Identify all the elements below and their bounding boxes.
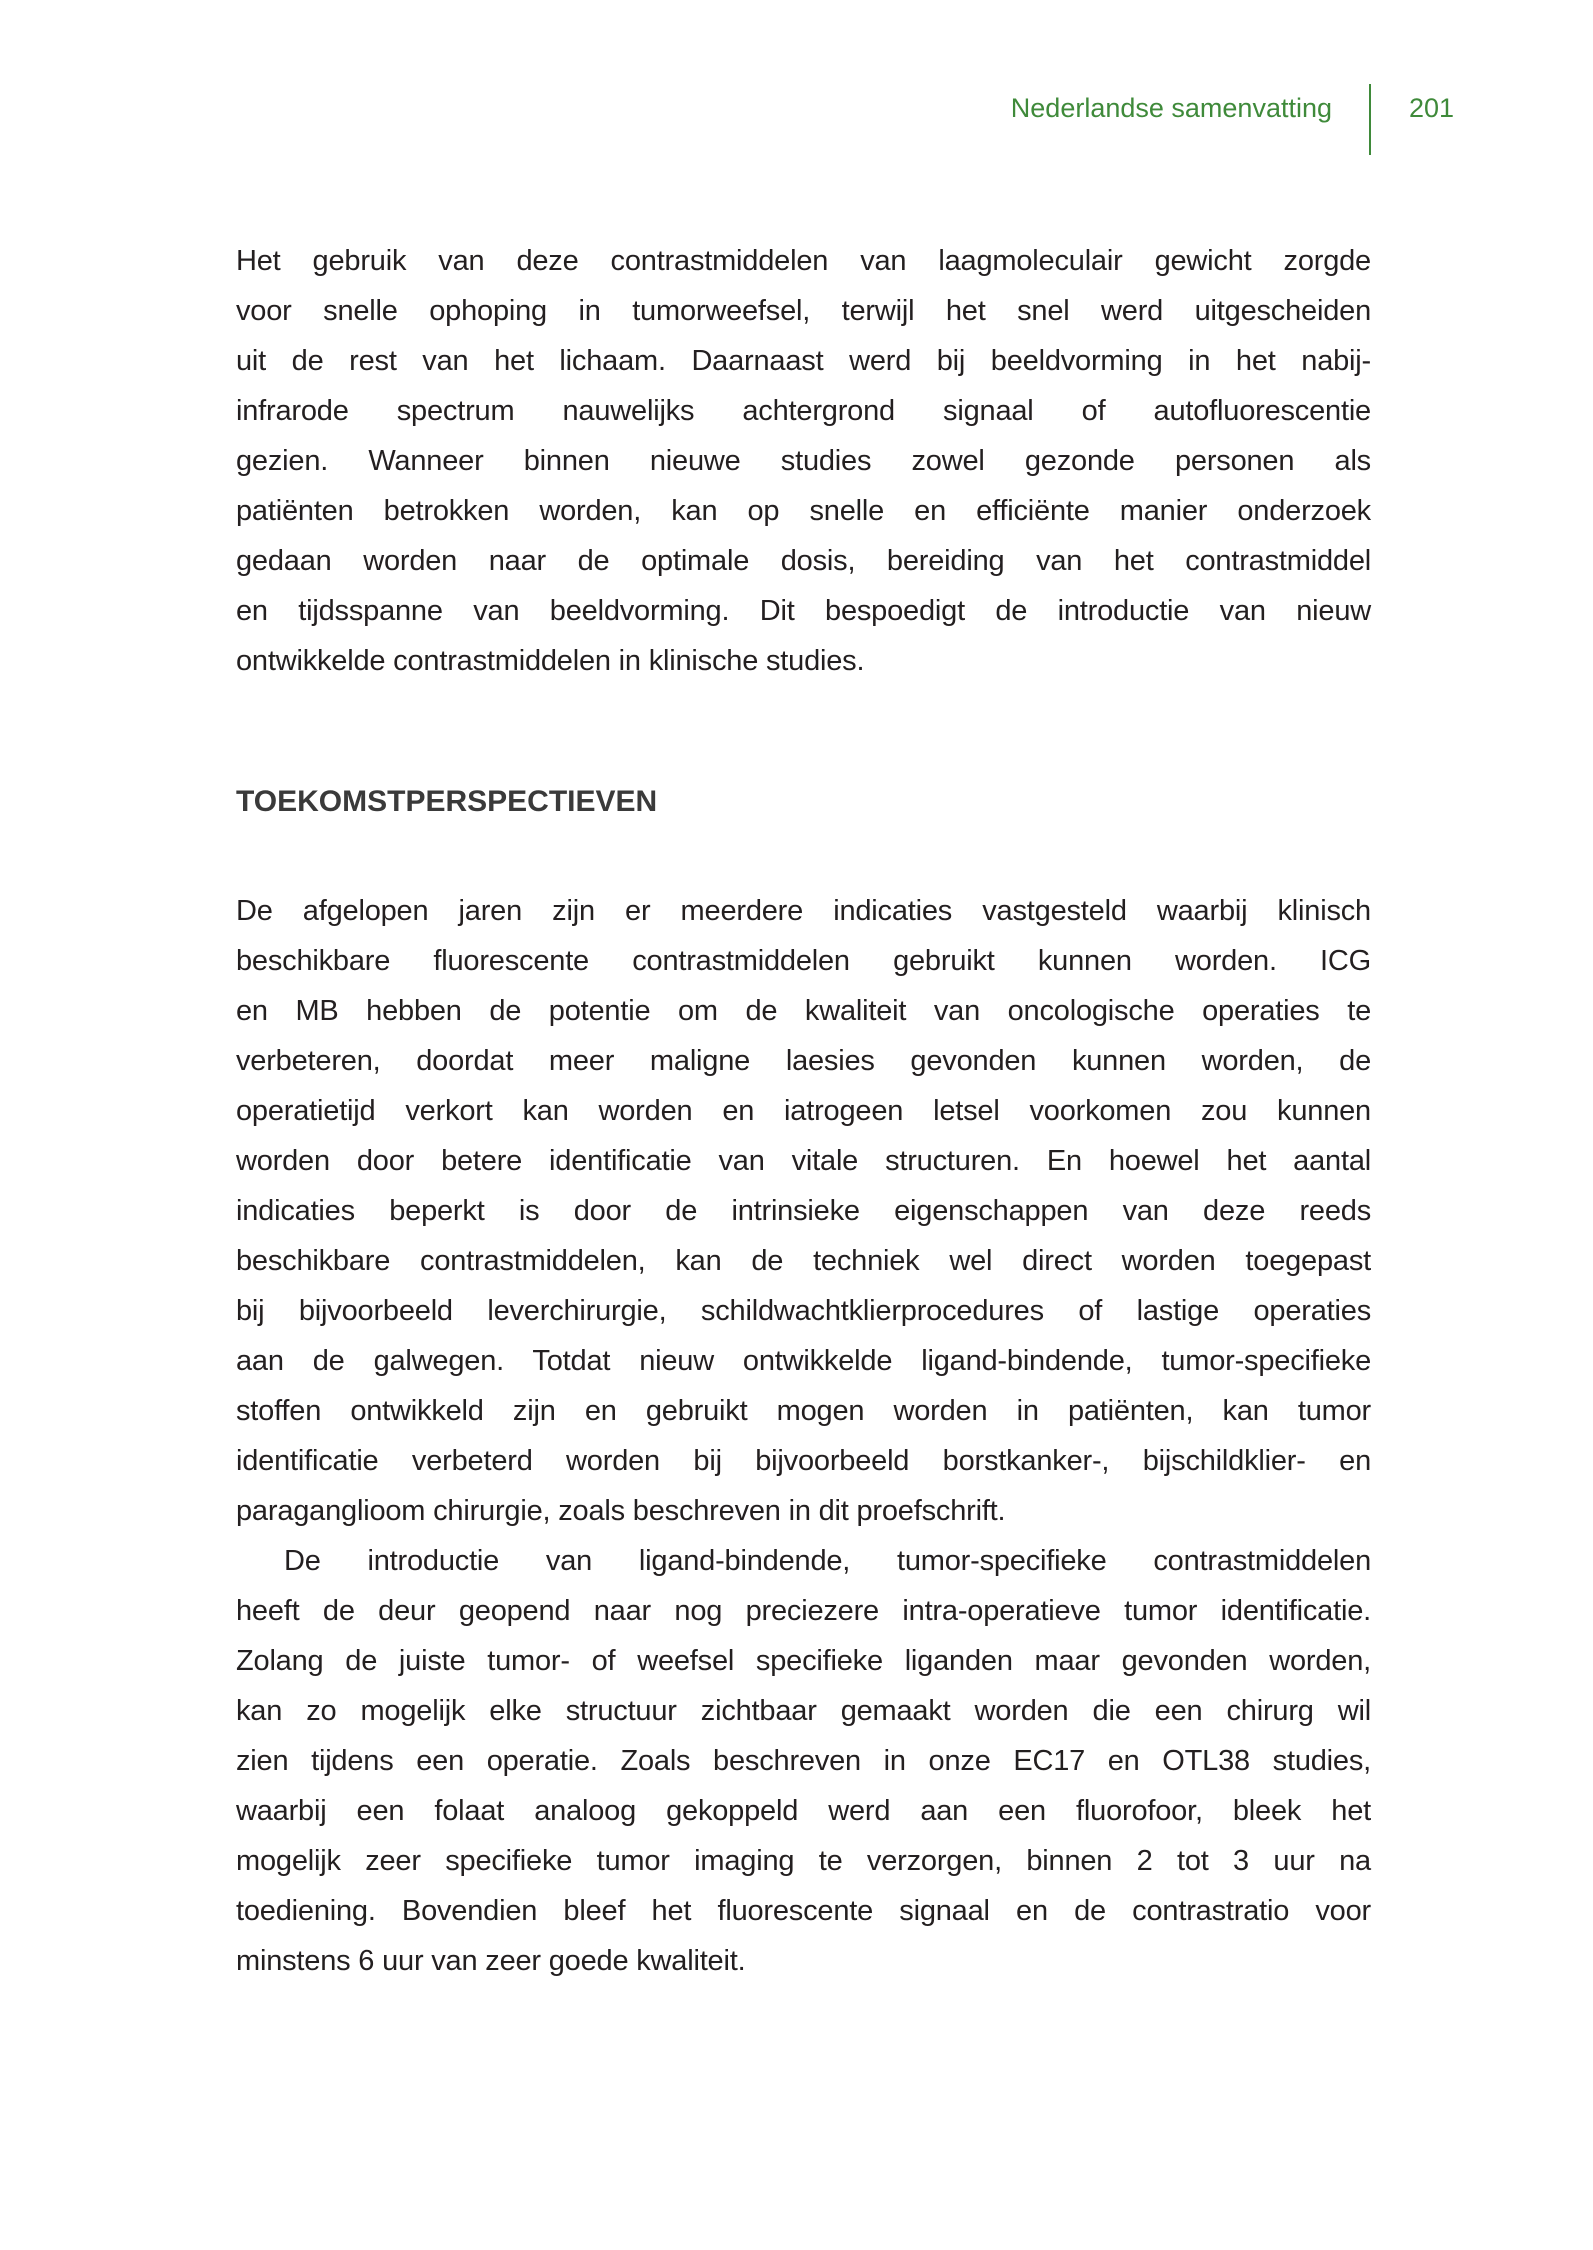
section-heading: TOEKOMSTPERSPECTIEVEN [236, 785, 658, 818]
text-line: verbeteren, doordat meer maligne laesies gevonden kunnen worden, de [236, 1045, 1371, 1077]
text-line: beschikbare fluorescente contrastmiddelen gebruikt kunnen worden. ICG [236, 945, 1371, 977]
header-divider [1369, 84, 1371, 155]
text-line: mogelijk zeer specifieke tumor imaging te verzorgen, binnen 2 tot 3 uur na [236, 1845, 1371, 1877]
page-number: 201 [1409, 93, 1455, 123]
text-line: heeft de deur geopend naar nog preciezere intra-operatieve tumor identificatie. [236, 1595, 1371, 1627]
text-line: waarbij een folaat analoog gekoppeld werd aan een fluorofoor, bleek het [236, 1795, 1371, 1827]
section-title: Nederlandse samenvatting [1010, 93, 1332, 123]
text-line: toediening. Bovendien bleef het fluorescente signaal en de contrastratio voor [236, 1895, 1371, 1927]
text-line: infrarode spectrum nauwelijks achtergrond signaal of autofluorescentie [236, 395, 1371, 427]
text-line: stoffen ontwikkeld zijn en gebruikt mogen worden in patiënten, kan tumor [236, 1395, 1371, 1427]
text-line: indicaties beperkt is door de intrinsieke eigenschappen van deze reeds [236, 1195, 1371, 1227]
text-line: operatietijd verkort kan worden en iatrogeen letsel voorkomen zou kunnen [236, 1095, 1371, 1127]
text-line: aan de galwegen. Totdat nieuw ontwikkelde ligand-bindende, tumor-specifieke [236, 1345, 1371, 1377]
text-line: bij bijvoorbeeld leverchirurgie, schildwachtklierprocedures of lastige operaties [236, 1295, 1371, 1327]
text-line: zien tijdens een operatie. Zoals beschreven in onze EC17 en OTL38 studies, [236, 1745, 1371, 1777]
text-line: gedaan worden naar de optimale dosis, bereiding van het contrastmiddel [236, 545, 1371, 577]
text-line: patiënten betrokken worden, kan op snelle en efficiënte manier onderzoek [236, 495, 1371, 527]
text-line: voor snelle ophoping in tumorweefsel, terwijl het snel werd uitgescheiden [236, 295, 1371, 327]
text-line: worden door betere identificatie van vitale structuren. En hoewel het aantal [236, 1145, 1371, 1177]
text-line: Zolang de juiste tumor- of weefsel specifieke liganden maar gevonden worden, [236, 1645, 1371, 1677]
text-line: De introductie van ligand-bindende, tumor-specifieke contrastmiddelen [284, 1545, 1371, 1577]
paragraph-1 [236, 236, 1371, 686]
text-line: paraganglioom chirurgie, zoals beschreven in dit proefschrift. [236, 1495, 1006, 1527]
text-line: en tijdsspanne van beeldvorming. Dit bespoedigt de introductie van nieuw [236, 595, 1371, 627]
text-line: De afgelopen jaren zijn er meerdere indicaties vastgesteld waarbij klinisch [236, 895, 1371, 927]
text-line: ontwikkelde contrastmiddelen in klinische studies. [236, 645, 865, 677]
text-line: uit de rest van het lichaam. Daarnaast werd bij beeldvorming in het nabij- [236, 345, 1371, 377]
paragraph-2 [236, 886, 1371, 1536]
text-line: beschikbare contrastmiddelen, kan de techniek wel direct worden toegepast [236, 1245, 1371, 1277]
text-line: identificatie verbeterd worden bij bijvoorbeeld borstkanker-, bijschildklier- en [236, 1445, 1371, 1477]
text-line: en MB hebben de potentie om de kwaliteit van oncologische operaties te [236, 995, 1371, 1027]
text-line: kan zo mogelijk elke structuur zichtbaar gemaakt worden die een chirurg wil [236, 1695, 1371, 1727]
paragraph-3 [236, 1536, 1371, 1986]
text-line: minstens 6 uur van zeer goede kwaliteit. [236, 1945, 746, 1977]
text-line: gezien. Wanneer binnen nieuwe studies zowel gezonde personen als [236, 445, 1371, 477]
text-line: Het gebruik van deze contrastmiddelen van laagmoleculair gewicht zorgde [236, 245, 1371, 277]
